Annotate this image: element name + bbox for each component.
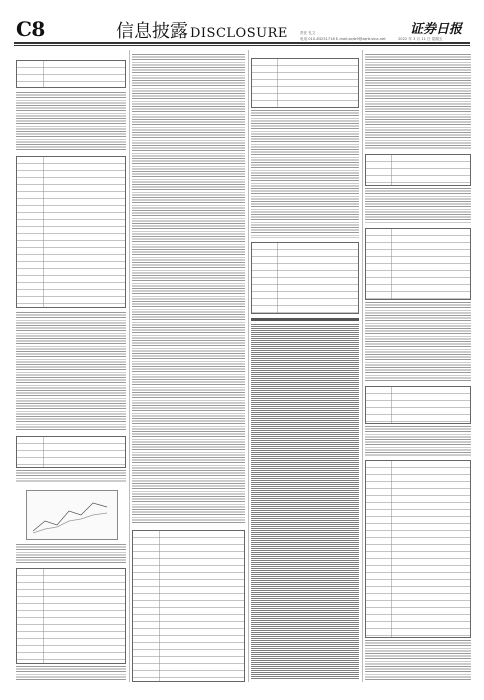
- masthead-rule: [14, 42, 470, 44]
- table: [16, 156, 126, 308]
- column-1: [16, 50, 126, 682]
- figure: [26, 490, 118, 540]
- text-block: [365, 54, 471, 150]
- text-block: [251, 110, 359, 238]
- column-2: [132, 50, 245, 682]
- table: [132, 530, 245, 682]
- table: [365, 460, 471, 638]
- page-number: C8: [16, 17, 45, 41]
- table: [16, 60, 126, 88]
- masthead-rule-thin: [14, 45, 470, 46]
- text-block: [365, 188, 471, 224]
- dense-text-block: [251, 324, 359, 680]
- column-divider: [362, 50, 363, 682]
- text-block: [365, 640, 471, 680]
- text-block: [16, 92, 126, 152]
- table: [251, 242, 359, 314]
- figure-graphic: [27, 491, 117, 539]
- text-block: [16, 470, 126, 482]
- newspaper-logo: 证券日报: [409, 22, 462, 37]
- contact-line: 电话 010-83251716 E-mail:zqrb9@zqrb.sina.net: [300, 37, 386, 41]
- table: [365, 154, 471, 186]
- table: [365, 386, 471, 424]
- column-3: [251, 50, 359, 682]
- column-divider: [248, 50, 249, 682]
- section-title-en: DISCLOSURE: [190, 26, 288, 41]
- text-block: [16, 544, 126, 564]
- table: [16, 436, 126, 468]
- table: [365, 228, 471, 300]
- date-line: 2022 年 3 月 11 日 星期五: [398, 37, 443, 41]
- section-title: [116, 17, 288, 43]
- editor-line: 责任 孔文: [300, 31, 316, 35]
- masthead: [0, 0, 484, 42]
- text-block: [16, 312, 126, 430]
- column-4: [365, 50, 471, 682]
- text-block: [16, 666, 126, 680]
- section-title-cn: 信息披露: [116, 21, 188, 42]
- column-divider: [129, 50, 130, 682]
- text-block: [365, 426, 471, 456]
- table: [16, 568, 126, 664]
- table: [251, 58, 359, 108]
- text-block: [365, 302, 471, 382]
- text-block: [132, 54, 245, 524]
- section-header: [251, 318, 359, 321]
